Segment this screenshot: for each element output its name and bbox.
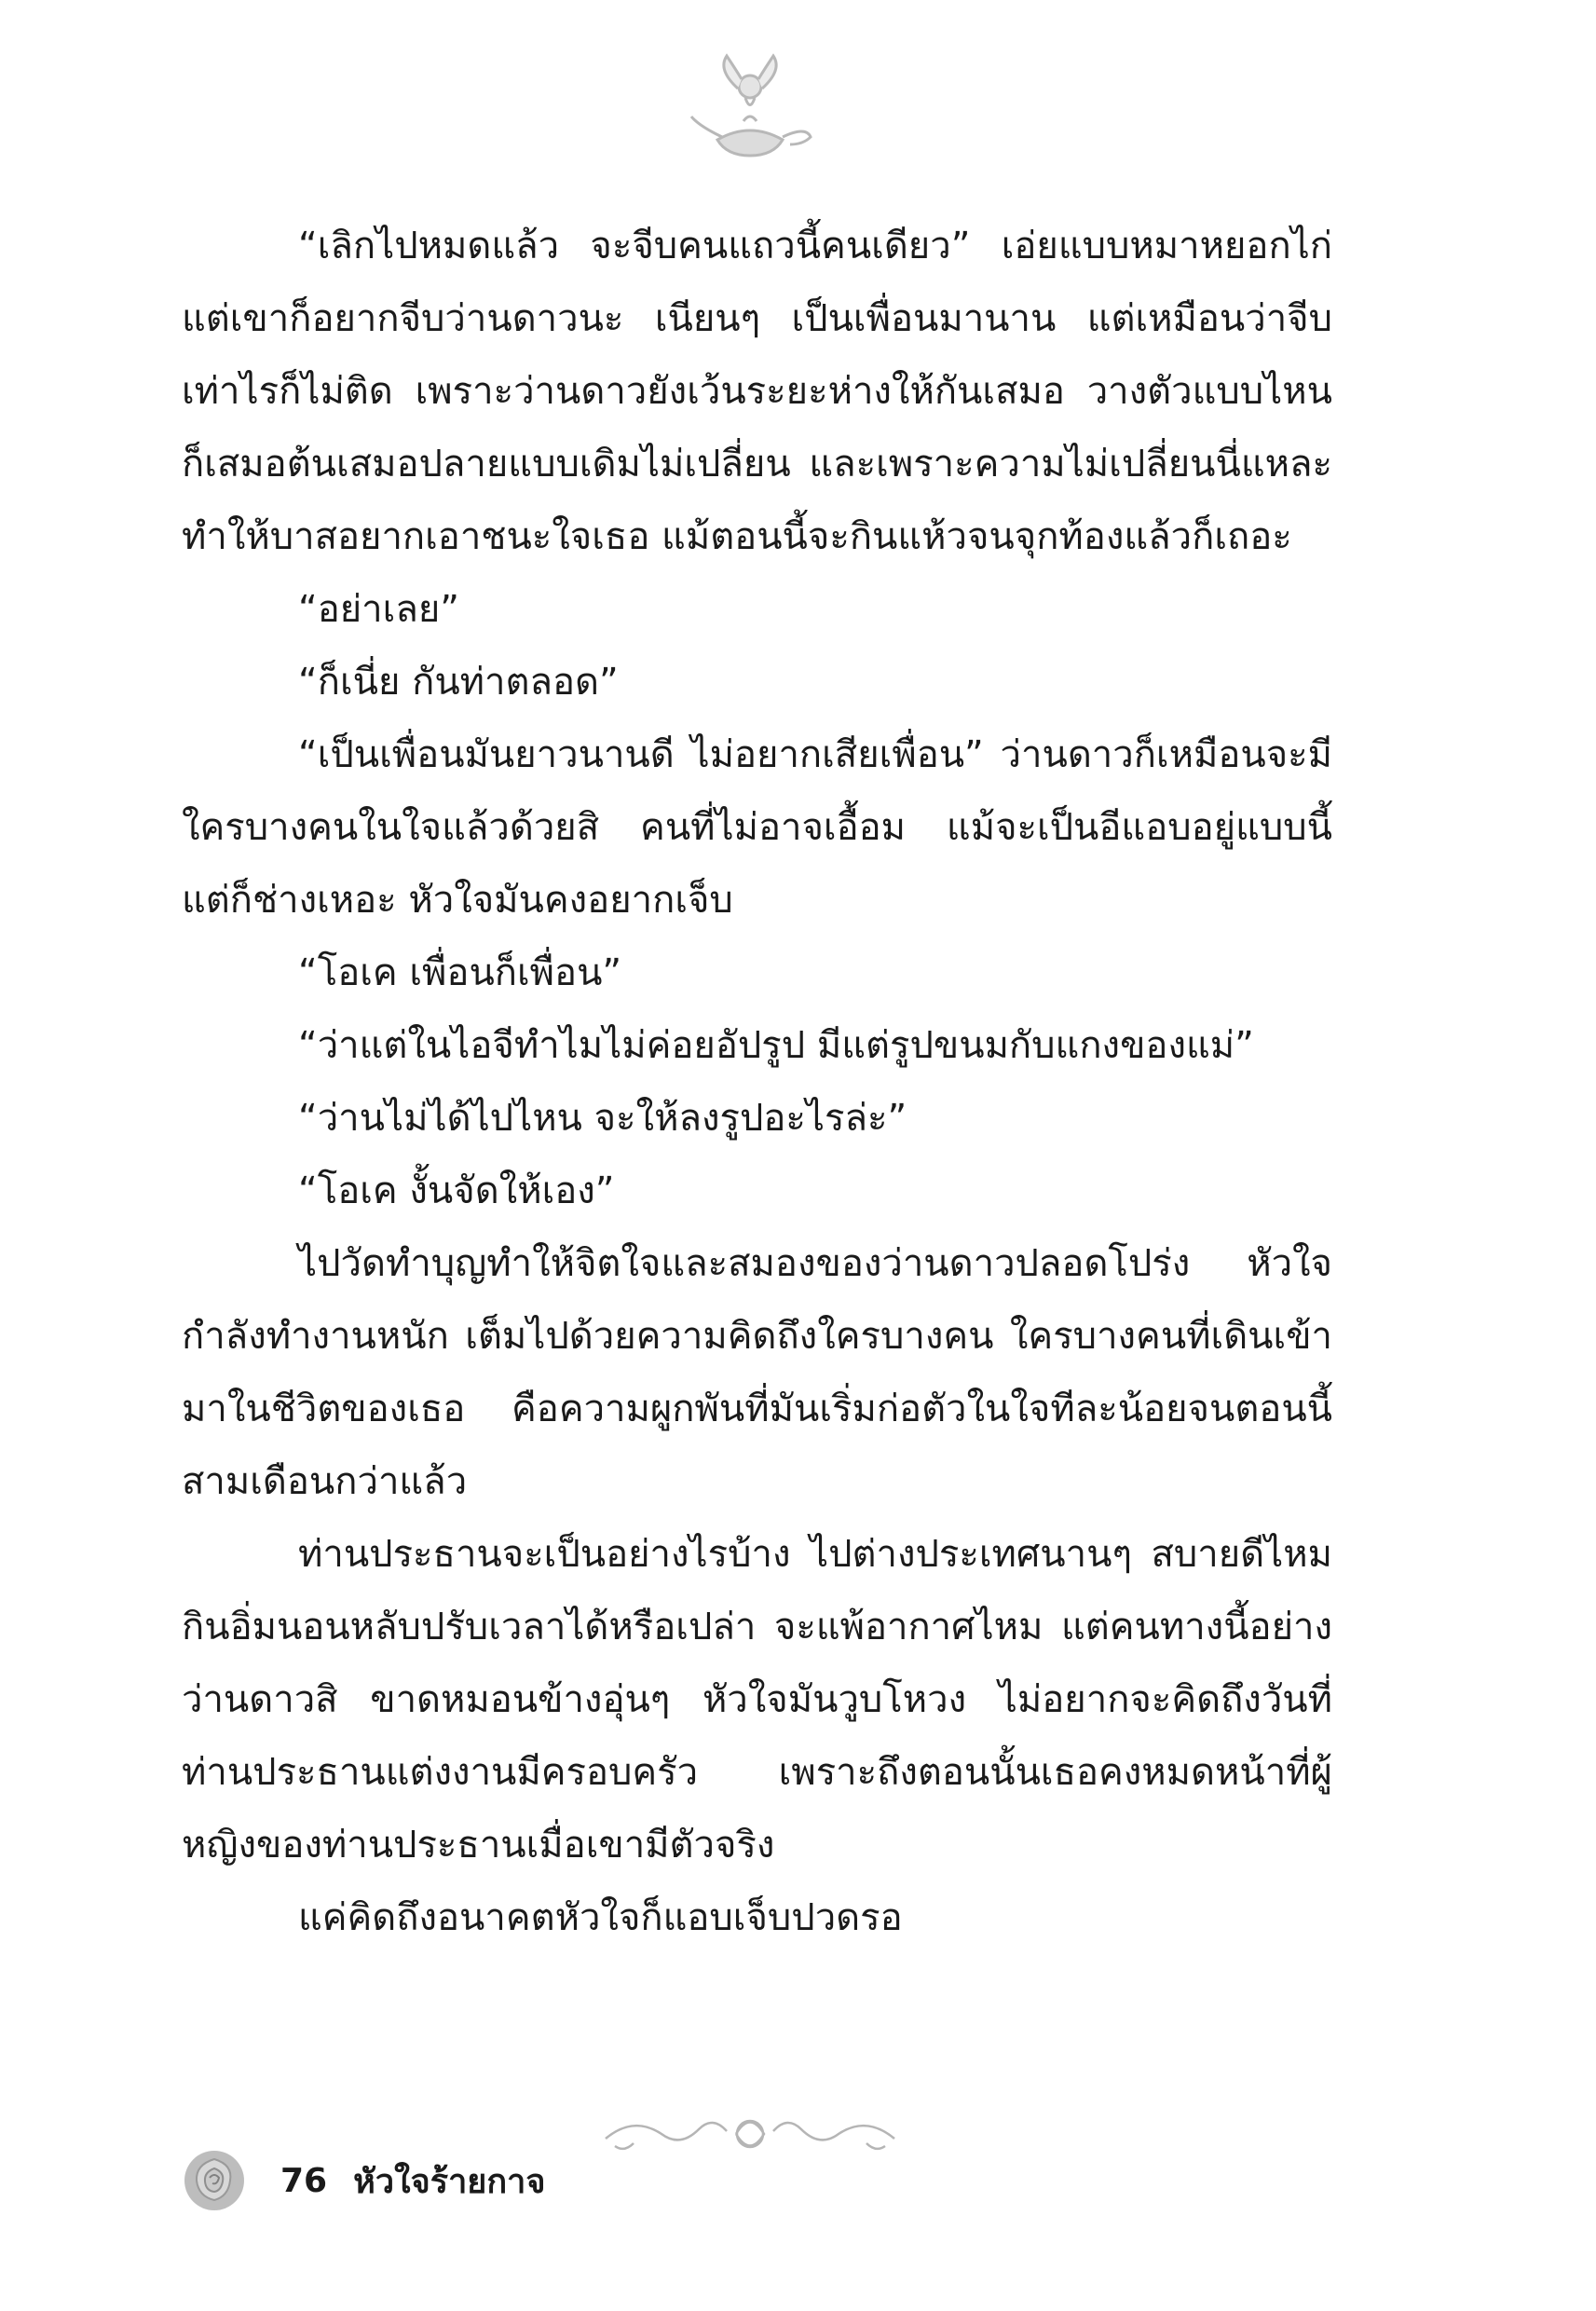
- paragraph: ไปวัดทำบุญทำให้จิตใจและสมองของว่านดาวปลอดโปร่ง หัวใจกำลังทำงานหนัก เต็มไปด้วยความคิดถึงใครบางคน ใครบางคนที่เดินเข้ามาในชีวิตของเธอ คือความผูกพันที่มันเริ่มก่อตัวในใจทีละน้อยจนตอนนี้สามเดือนกว่าแล้ว: [182, 1242, 1332, 1503]
- paragraph: “อย่าเลย”: [298, 588, 459, 631]
- page-footer: [182, 2143, 545, 2218]
- rose-icon: [182, 2148, 247, 2213]
- cupid-teapot-ornament: [680, 51, 820, 163]
- paragraph: “เป็นเพื่อนมันยาวนานดี ไม่อยากเสียเพื่อน” ว่านดาวก็เหมือนจะมีใครบางคนในใจแล้วด้วยสิ คนที่ไม่อาจเอื้อม แม้จะเป็นอีแอบอยู่แบบนี้ แต่ก็ช่างเหอะ หัวใจมันคงอยากเจ็บ: [182, 733, 1332, 922]
- paragraph: ท่านประธานจะเป็นอย่างไรบ้าง ไปต่างประเทศนานๆ สบายดีไหม กินอิ่มนอนหลับปรับเวลาได้หรือเปล่า จะแพ้อากาศไหม แต่คนทางนี้อย่างว่านดาวสิ ขาดหมอนข้างอุ่นๆ หัวใจมันวูบโหวง ไม่อยากจะคิดถึงวันที่ท่านประธานแต่งงานมีครอบครัว เพราะถึงตอนนั้นเธอคงหมดหน้าที่ผู้หญิงของท่านประธานเมื่อเขามีตัวจริง: [182, 1533, 1332, 1867]
- paragraph: “ว่านไม่ได้ไปไหน จะให้ลงรูปอะไรล่ะ”: [298, 1097, 907, 1140]
- paragraph: “ว่าแต่ในไอจีทำไมไม่ค่อยอัปรูป มีแต่รูปขนมกับแกงของแม่”: [298, 1024, 1254, 1067]
- page-number: 76: [280, 2161, 328, 2200]
- body-text: [182, 210, 1332, 1954]
- paragraph: แค่คิดถึงอนาคตหัวใจก็แอบเจ็บปวดรอ: [298, 1896, 903, 1939]
- book-title: หัวใจร้ายกาจ: [353, 2162, 546, 2201]
- paragraph: “โอเค งั้นจัดให้เอง”: [298, 1169, 615, 1212]
- paragraph: “โอเค เพื่อนก็เพื่อน”: [298, 951, 622, 994]
- paragraph: “เลิกไปหมดแล้ว จะจีบคนแถวนี้คนเดียว” เอ่ยแบบหมาหยอกไก่ แต่เขาก็อยากจีบว่านดาวนะ เนียนๆ เป็นเพื่อนมานาน แต่เหมือนว่าจีบเท่าไรก็ไม่ติด เพราะว่านดาวยังเว้นระยะห่างให้กันเสมอ วางตัวแบบไหนก็เสมอต้นเสมอปลายแบบเดิมไม่เปลี่ยน และเพราะความไม่เปลี่ยนนี่แหละทำให้บาสอยากเอาชนะใจเธอ แม้ตอนนี้จะกินแห้วจนจุกท้องแล้วก็เถอะ: [182, 225, 1332, 558]
- paragraph: “ก็เนี่ย กันท่าตลอด”: [298, 661, 619, 704]
- floral-divider-ornament: [596, 2101, 904, 2167]
